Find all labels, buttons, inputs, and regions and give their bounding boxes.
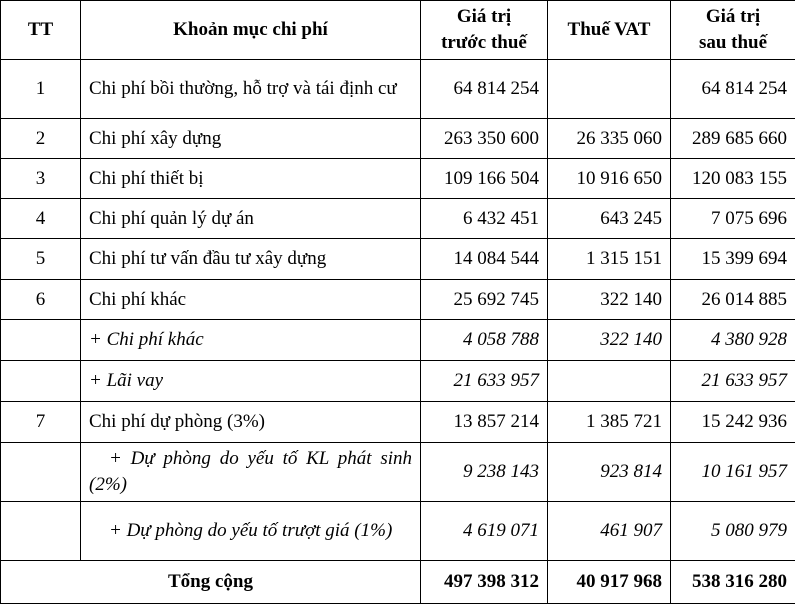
total-pre-tax: 497 398 312 xyxy=(421,561,548,604)
table-row xyxy=(1,239,795,280)
table-row xyxy=(1,361,795,402)
row-post-tax: 15 242 936 xyxy=(671,402,795,443)
header-pre-tax-line1: Giá trị xyxy=(457,6,511,27)
row-vat: 923 814 xyxy=(548,443,671,502)
row-pre-tax: 14 084 544 xyxy=(421,239,548,280)
header-row xyxy=(1,1,795,60)
row-tt: 4 xyxy=(1,199,81,239)
table-row xyxy=(1,443,795,502)
table-row xyxy=(1,402,795,443)
row-vat xyxy=(548,60,671,119)
row-post-tax: 7 075 696 xyxy=(671,199,795,239)
row-post-tax: 15 399 694 xyxy=(671,239,795,280)
row-pre-tax: 9 238 143 xyxy=(421,443,548,502)
row-tt xyxy=(1,502,81,561)
row-tt: 2 xyxy=(1,119,81,159)
row-pre-tax: 13 857 214 xyxy=(421,402,548,443)
row-post-tax: 5 080 979 xyxy=(671,502,795,561)
row-pre-tax: 64 814 254 xyxy=(421,60,548,119)
row-tt xyxy=(1,361,81,402)
table-row xyxy=(1,280,795,320)
total-row xyxy=(1,561,795,604)
row-post-tax: 4 380 928 xyxy=(671,320,795,361)
table-row xyxy=(1,119,795,159)
header-post-tax-line1: Giá trị xyxy=(706,6,760,27)
row-post-tax: 289 685 660 xyxy=(671,119,795,159)
row-tt xyxy=(1,320,81,361)
row-pre-tax: 263 350 600 xyxy=(421,119,548,159)
header-tt: TT xyxy=(1,1,81,60)
row-tt: 6 xyxy=(1,280,81,320)
row-vat: 1 385 721 xyxy=(548,402,671,443)
header-item: Khoản mục chi phí xyxy=(81,1,421,60)
row-vat: 461 907 xyxy=(548,502,671,561)
row-item: Chi phí thiết bị xyxy=(81,159,421,199)
row-item: Chi phí quản lý dự án xyxy=(81,199,421,239)
row-vat: 26 335 060 xyxy=(548,119,671,159)
row-item: Chi phí xây dựng xyxy=(81,119,421,159)
header-post-tax xyxy=(671,1,795,60)
row-vat: 1 315 151 xyxy=(548,239,671,280)
row-vat: 322 140 xyxy=(548,280,671,320)
row-tt: 1 xyxy=(1,60,81,119)
row-item: Chi phí khác xyxy=(81,280,421,320)
row-post-tax: 21 633 957 xyxy=(671,361,795,402)
row-item: + Dự phòng do yếu tố KL phát sinh (2%) xyxy=(81,443,421,502)
row-tt: 5 xyxy=(1,239,81,280)
table-row xyxy=(1,159,795,199)
row-pre-tax: 6 432 451 xyxy=(421,199,548,239)
row-post-tax: 26 014 885 xyxy=(671,280,795,320)
row-pre-tax: 109 166 504 xyxy=(421,159,548,199)
row-vat: 322 140 xyxy=(548,320,671,361)
row-post-tax: 10 161 957 xyxy=(671,443,795,502)
row-post-tax: 64 814 254 xyxy=(671,60,795,119)
row-item: Chi phí bồi thường, hỗ trợ và tái định cư xyxy=(81,60,421,119)
total-vat: 40 917 968 xyxy=(548,561,671,604)
row-pre-tax: 4 619 071 xyxy=(421,502,548,561)
row-pre-tax: 4 058 788 xyxy=(421,320,548,361)
row-pre-tax: 21 633 957 xyxy=(421,361,548,402)
total-post-tax: 538 316 280 xyxy=(671,561,795,604)
table-row xyxy=(1,60,795,119)
row-tt: 7 xyxy=(1,402,81,443)
header-post-tax-line2: sau thuế xyxy=(699,32,767,53)
row-vat: 643 245 xyxy=(548,199,671,239)
row-item: + Chi phí khác xyxy=(81,320,421,361)
row-item: + Dự phòng do yếu tố trượt giá (1%) xyxy=(81,502,421,561)
header-vat: Thuế VAT xyxy=(548,1,671,60)
row-item: + Lãi vay xyxy=(81,361,421,402)
row-post-tax: 120 083 155 xyxy=(671,159,795,199)
row-pre-tax: 25 692 745 xyxy=(421,280,548,320)
row-tt xyxy=(1,443,81,502)
row-vat xyxy=(548,361,671,402)
table-row xyxy=(1,320,795,361)
total-label: Tổng cộng xyxy=(1,561,421,604)
header-pre-tax xyxy=(421,1,548,60)
row-vat: 10 916 650 xyxy=(548,159,671,199)
row-item: Chi phí dự phòng (3%) xyxy=(81,402,421,443)
table-row xyxy=(1,199,795,239)
row-item: Chi phí tư vấn đầu tư xây dựng xyxy=(81,239,421,280)
table-row xyxy=(1,502,795,561)
header-pre-tax-line2: trước thuế xyxy=(441,32,527,53)
row-tt: 3 xyxy=(1,159,81,199)
